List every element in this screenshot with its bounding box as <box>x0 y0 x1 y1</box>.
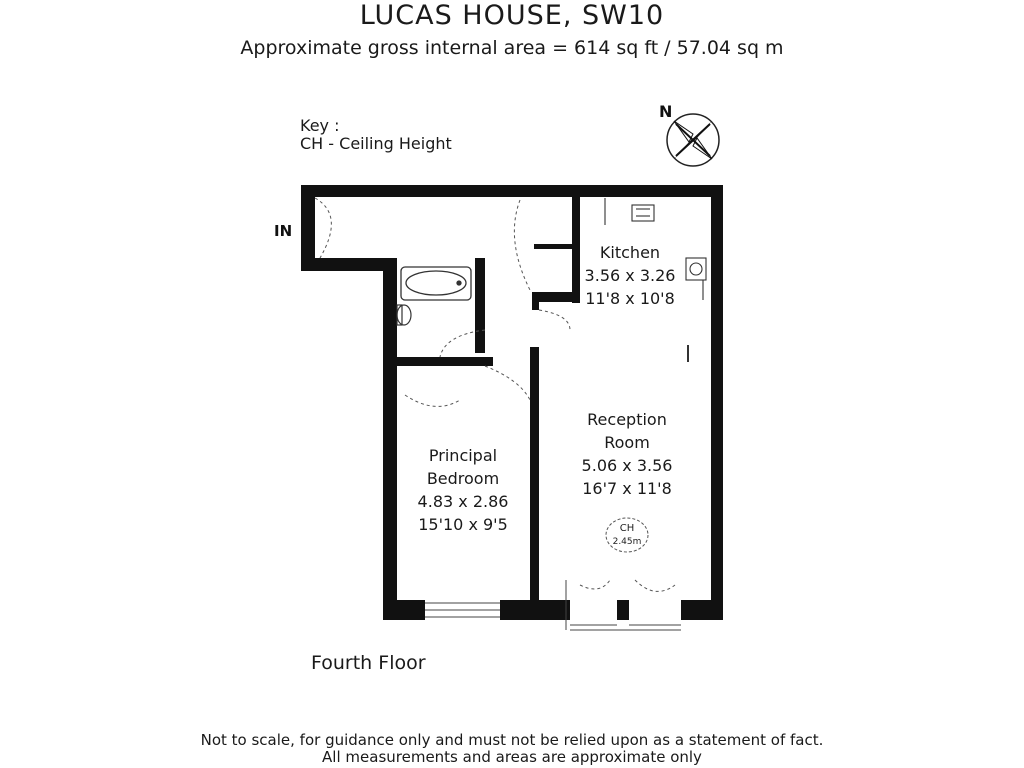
compass-north-label: N <box>659 102 673 121</box>
bedroom-name-line1: Principal <box>428 446 498 465</box>
area-subtitle: Approximate gross internal area = 614 sq ft / 57.04 sq m <box>240 37 784 59</box>
disclaimer-line-2: All measurements and areas are approximate only <box>322 748 702 766</box>
floor-label: Fourth Floor <box>311 652 426 674</box>
bathtub-icon <box>401 267 471 300</box>
reception-imperial: 16'7 x 11'8 <box>582 479 672 498</box>
plan-title: LUCAS HOUSE, SW10 <box>359 0 665 31</box>
ceiling-height-label: CH <box>619 523 635 534</box>
ceiling-height-marker <box>606 518 648 552</box>
bedroom-name-line2: Bedroom <box>426 469 500 488</box>
interior-walls <box>383 197 580 603</box>
reception-metric: 5.06 x 3.56 <box>581 456 673 475</box>
kitchen-metric: 3.56 x 3.26 <box>584 266 676 285</box>
entrance-label: IN <box>274 222 293 240</box>
kitchen-imperial: 11'8 x 10'8 <box>585 289 675 308</box>
room-label-kitchen <box>580 241 680 310</box>
room-label-reception <box>572 408 682 500</box>
compass-icon <box>667 114 719 166</box>
kitchen-name: Kitchen <box>599 243 661 262</box>
reception-name-line2: Room <box>604 433 650 452</box>
key-entry: CH - Ceiling Height <box>300 134 452 153</box>
bedroom-imperial: 15'10 x 9'5 <box>418 515 508 534</box>
toilet-icon <box>397 305 411 325</box>
disclaimer-line-1: Not to scale, for guidance only and must not be relied upon as a statement of fact. <box>200 731 824 749</box>
key-heading: Key : <box>300 116 340 135</box>
reception-name-line1: Reception <box>587 410 667 429</box>
ceiling-height-value: 2.45m <box>612 537 642 547</box>
room-label-bedroom <box>408 444 518 536</box>
bedroom-metric: 4.83 x 2.86 <box>417 492 509 511</box>
